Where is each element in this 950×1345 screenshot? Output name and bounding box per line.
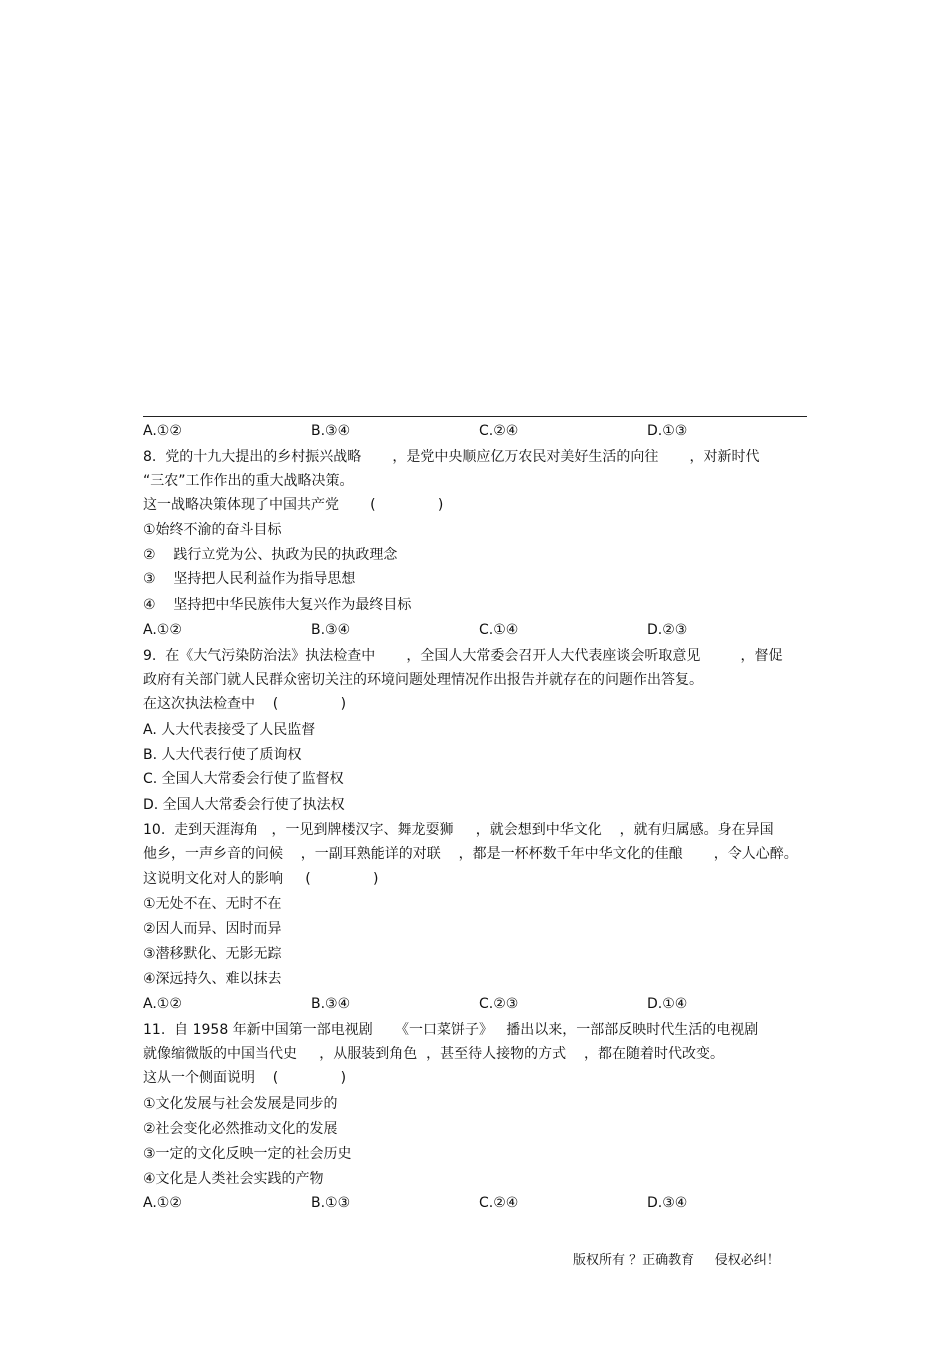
q9-stem-line-1: 9. 在《大气污染防治法》执法检查中 ，全国人大常委会召开人大代表座谈会听取意见 ，督促 (143, 648, 783, 664)
q9-option-a: A. 人大代表接受了人民监督 (143, 722, 316, 738)
q10-option-c: C.②③ (479, 996, 519, 1012)
q10-option-a: A.①② (143, 996, 182, 1012)
q11-item-2: ②社会变化必然推动文化的发展 (143, 1121, 338, 1137)
q11-stem-line-1: 11. 自 1958 年新中国第一部电视剧 《一口菜饼子》 播出以来，一部部反映时代生活的电视剧 (143, 1022, 759, 1038)
q8-option-b: B.③④ (311, 622, 351, 638)
q11-stem-line-3: 这从一个侧面说明 ( ) (143, 1070, 347, 1086)
q8-item-4: ④ 坚持把中华民族伟大复兴作为最终目标 (143, 597, 412, 613)
q8-option-d: D.②③ (647, 622, 688, 638)
q11-option-c: C.②④ (479, 1195, 519, 1211)
q8-item-2: ② 践行立党为公、执政为民的执政理念 (143, 547, 398, 563)
top-rule (143, 416, 807, 417)
q9-option-c: C. 全国人大常委会行使了监督权 (143, 771, 344, 787)
q9-stem-line-2: 政府有关部门就人民群众密切关注的环境问题处理情况作出报告并就存在的问题作出答复。 (143, 672, 703, 688)
q7-option-d: D.①③ (647, 423, 688, 439)
q11-item-1: ①文化发展与社会发展是同步的 (143, 1096, 338, 1112)
q11-stem-line-2: 就像缩微版的中国当代史 ，从服装到角色 ，甚至待人接物的方式 ，都在随着时代改变。 (143, 1046, 724, 1062)
q7-option-a: A.①② (143, 423, 182, 439)
q11-option-d: D.③④ (647, 1195, 688, 1211)
q11-option-b: B.①③ (311, 1195, 351, 1211)
q10-item-1: ①无处不在、无时不在 (143, 896, 282, 912)
q11-option-a: A.①② (143, 1195, 182, 1211)
q8-item-3: ③ 坚持把人民利益作为指导思想 (143, 571, 356, 587)
q10-item-3: ③潜移默化、无影无踪 (143, 946, 282, 962)
q10-stem-line-3: 这说明文化对人的影响 ( ) (143, 871, 379, 887)
q9-stem-line-3: 在这次执法检查中 ( ) (143, 696, 347, 712)
q11-item-3: ③一定的文化反映一定的社会历史 (143, 1146, 352, 1162)
q10-stem-line-1: 10. 走到天涯海角 ，一见到牌楼汉字、舞龙耍狮 ，就会想到中华文化 ，就有归属感。身在异国 (143, 822, 774, 838)
q11-item-4: ④文化是人类社会实践的产物 (143, 1171, 324, 1187)
q8-item-1: ①始终不渝的奋斗目标 (143, 522, 282, 538)
q8-stem-line-2: “三农”工作作出的重大战略决策。 (143, 473, 354, 489)
q10-option-b: B.③④ (311, 996, 351, 1012)
q9-option-d: D. 全国人大常委会行使了执法权 (143, 797, 345, 813)
q9-option-b: B. 人大代表行使了质询权 (143, 747, 302, 763)
q10-stem-line-2: 他乡，一声乡音的问候 ，一副耳熟能详的对联 ，都是一杯杯数千年中华文化的佳酿 ，令人心醉。 (143, 846, 798, 862)
copyright-footer: 版权所有 ？正确教育 侵权必纠！ (573, 1253, 780, 1268)
q8-option-a: A.①② (143, 622, 182, 638)
q8-option-c: C.①④ (479, 622, 519, 638)
q7-option-c: C.②④ (479, 423, 519, 439)
q10-option-d: D.①④ (647, 996, 688, 1012)
q8-stem-line-3: 这一战略决策体现了中国共产党 ( ) (143, 497, 444, 513)
q7-option-b: B.③④ (311, 423, 351, 439)
q10-item-2: ②因人而异、因时而异 (143, 921, 282, 937)
q10-item-4: ④深远持久、难以抹去 (143, 971, 282, 987)
q8-stem-line-1: 8. 党的十九大提出的乡村振兴战略 ，是党中央顺应亿万农民对美好生活的向往 ，对新时代 (143, 449, 760, 465)
